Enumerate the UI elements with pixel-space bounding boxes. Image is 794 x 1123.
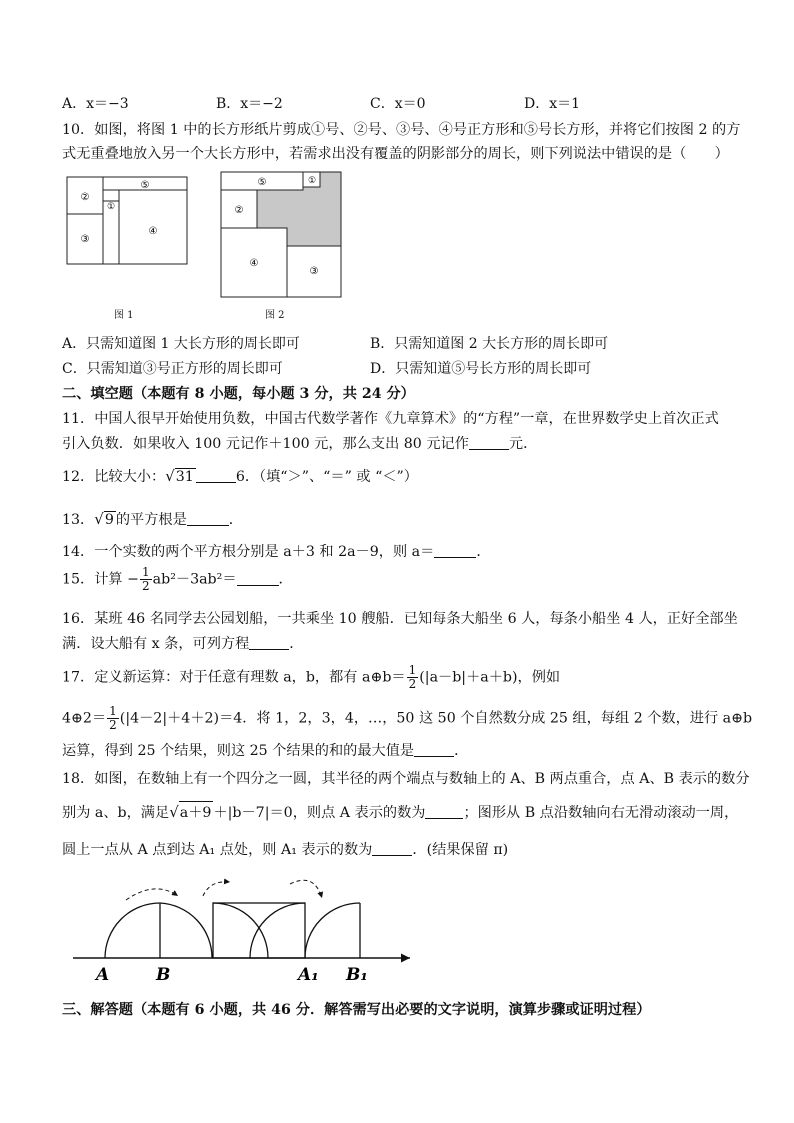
q17-example-b: (|4－2|＋4＋2)＝4．将 1，2，3，4，…，50 这 50 个自然数分成 25 组，每组 2 个数，进行 a⊕b <box>119 710 753 727</box>
q12-line <box>62 466 418 486</box>
q17-line3 <box>62 740 468 760</box>
fig1-label-3: ③ <box>80 234 90 245</box>
q17-end: ． <box>454 743 469 759</box>
q10-fig2-caption: 图 2 <box>265 310 285 321</box>
fig1-label-5: ⑤ <box>140 180 150 191</box>
q18-text-b: ＋|b－7|＝0，则点 A 表示的数为 <box>213 805 426 821</box>
q18-text-d: 圆上一点从 A 点到达 A₁ 点处，则 A₁ 表示的数为 <box>62 842 373 858</box>
q9-option-c: C．x＝0 <box>370 96 426 112</box>
fig1-label-4: ④ <box>148 226 158 237</box>
q14-end: ． <box>476 544 491 560</box>
label-b1: B₁ <box>346 965 368 984</box>
q10-option-c: C．只需知道③号正方形的周长即可 <box>62 361 283 377</box>
q17-text: 17．定义新运算：对于任意有理数 a，b，都有 a⊕b＝ <box>62 669 406 686</box>
q16-line1: 16．某班 46 名同学去公园划船，一共乘坐 10 艘船．已知每条大船坐 6 人，每条小船坐 4 人，正好全部坐 <box>62 611 738 627</box>
q13-suffix: 的平方根是 <box>115 512 187 528</box>
q17-fraction: $\frac{1}{2}$ <box>408 663 417 691</box>
section-3-title: 三、解答题（本题有 6 小题，共 46 分．解答需写出必要的文字说明，演算步骤或证明过程） <box>62 1002 651 1018</box>
q18-radicand: a＋9 <box>179 801 214 822</box>
sqrt-sign-icon: √ <box>169 803 179 821</box>
q15-expr: ab²－3ab²＝ <box>152 571 237 588</box>
q12-prefix: 12．比较大小： <box>62 469 166 485</box>
q16-line2 <box>62 633 303 653</box>
q15-fraction: $\frac{1}{2}$ <box>142 565 150 593</box>
q11-text-end: 元． <box>508 436 538 452</box>
q9-option-a: A．x＝−3 <box>62 96 129 112</box>
q18-answer-blank-2[interactable] <box>372 841 412 856</box>
q13-line <box>62 509 243 529</box>
q15-end: ． <box>278 571 293 588</box>
q16-text: 满．设大船有 x 条，可列方程 <box>62 636 250 652</box>
label-a: A <box>96 965 110 984</box>
q17-example: 4⊕2＝ <box>62 710 107 727</box>
q18-line1: 18．如图，在数轴上有一个四分之一圆，其半径的两个端点与数轴上的 A、B 两点重合，点 A、B 表示的数分 <box>62 771 750 787</box>
q12-suffix: 6．（填“＞”、“＝” 或 “＜”） <box>235 469 418 485</box>
q14-text: 14．一个实数的两个平方根分别是 a＋3 和 2a－9，则 a＝ <box>62 544 435 560</box>
q13-answer-blank[interactable] <box>187 511 229 526</box>
q17-line1 <box>62 664 560 691</box>
q12-radicand: 31 <box>175 469 194 485</box>
q17-example-fraction: $\frac{1}{2}$ <box>109 704 117 732</box>
section-2-title: 二、填空题（本题有 8 小题，每小题 3 分，共 24 分） <box>62 386 415 402</box>
q10-option-b: B．只需知道图 2 大长方形的周长即可 <box>370 336 609 352</box>
q10-fig1-caption: 图 1 <box>114 310 134 321</box>
q17-text-b: (|a－b|＋a＋b)，例如 <box>419 669 561 686</box>
q14-line <box>62 541 491 561</box>
q17-text-c: 运算，得到 25 个结果，则这 25 个结果的和的最大值是 <box>62 743 415 759</box>
q11-answer-blank[interactable] <box>469 435 509 450</box>
q15-line <box>62 566 293 593</box>
q9-option-d: D．x＝1 <box>524 96 581 112</box>
q10-option-a: A．只需知道图 1 大长方形的周长即可 <box>62 336 300 352</box>
fig1-label-1: ① <box>106 202 116 212</box>
label-b: B <box>156 965 171 984</box>
fig2-label-2: ② <box>234 205 244 216</box>
fig1-label-2: ② <box>80 192 90 203</box>
q18-end: ．(结果保留 π) <box>412 842 509 858</box>
q13-prefix: 13． <box>62 512 95 528</box>
fig2-label-1: ① <box>307 176 317 186</box>
q11-line1: 11．中国人很早开始使用负数，中国古代数学著作《九章算术》的“方程”一章，在世界数学史上首次正式 <box>62 411 719 427</box>
q15-prefix: 15．计算 − <box>62 571 140 588</box>
q11-line2 <box>62 433 537 453</box>
q15-answer-blank[interactable] <box>237 571 279 586</box>
q14-answer-blank[interactable] <box>434 543 476 558</box>
q13-end: ． <box>228 512 243 528</box>
q11-text: 引入负数．如果收入 100 元记作＋100 元，那么支出 80 元记作 <box>62 436 469 452</box>
q16-answer-blank[interactable] <box>249 635 289 650</box>
q13-radicand: 9 <box>104 512 114 528</box>
q18-line3 <box>62 839 508 859</box>
q17-answer-blank[interactable] <box>414 742 454 757</box>
sqrt-sign-icon: √ <box>94 510 104 528</box>
sqrt-sign-icon: √ <box>165 467 175 485</box>
q18-text: 别为 a、b，满足 <box>62 805 170 821</box>
fig2-label-4: ④ <box>249 258 259 269</box>
q18-number-line-figure <box>70 874 420 984</box>
q10-option-d: D．只需知道⑤号长方形的周长即可 <box>370 361 592 377</box>
q10-stem-line1: 10．如图，将图 1 中的长方形纸片剪成①号、②号、③号、④号正方形和⑤号长方形，并将它们按图 2 的方 <box>62 122 741 138</box>
q10-figure-1 <box>66 176 190 266</box>
q18-line2 <box>62 801 738 822</box>
q18-answer-blank-1[interactable] <box>425 804 463 819</box>
label-a1: A₁ <box>298 965 319 984</box>
q16-end: ． <box>289 636 304 652</box>
q9-option-b: B．x＝−2 <box>216 96 283 112</box>
q12-answer-blank[interactable] <box>196 468 236 483</box>
q10-stem-line2: 式无重叠地放入另一个大长方形中，若需求出没有覆盖的阴影部分的周长，则下列说法中错误的是（ ） <box>62 146 729 162</box>
fig2-label-3: ③ <box>309 266 319 277</box>
q10-figure-2 <box>220 171 344 299</box>
q18-text-c: ；图形从 B 点沿数轴向右无滑动滚动一周， <box>463 805 739 821</box>
q17-line2 <box>62 705 752 732</box>
fig2-label-5: ⑤ <box>257 177 267 188</box>
